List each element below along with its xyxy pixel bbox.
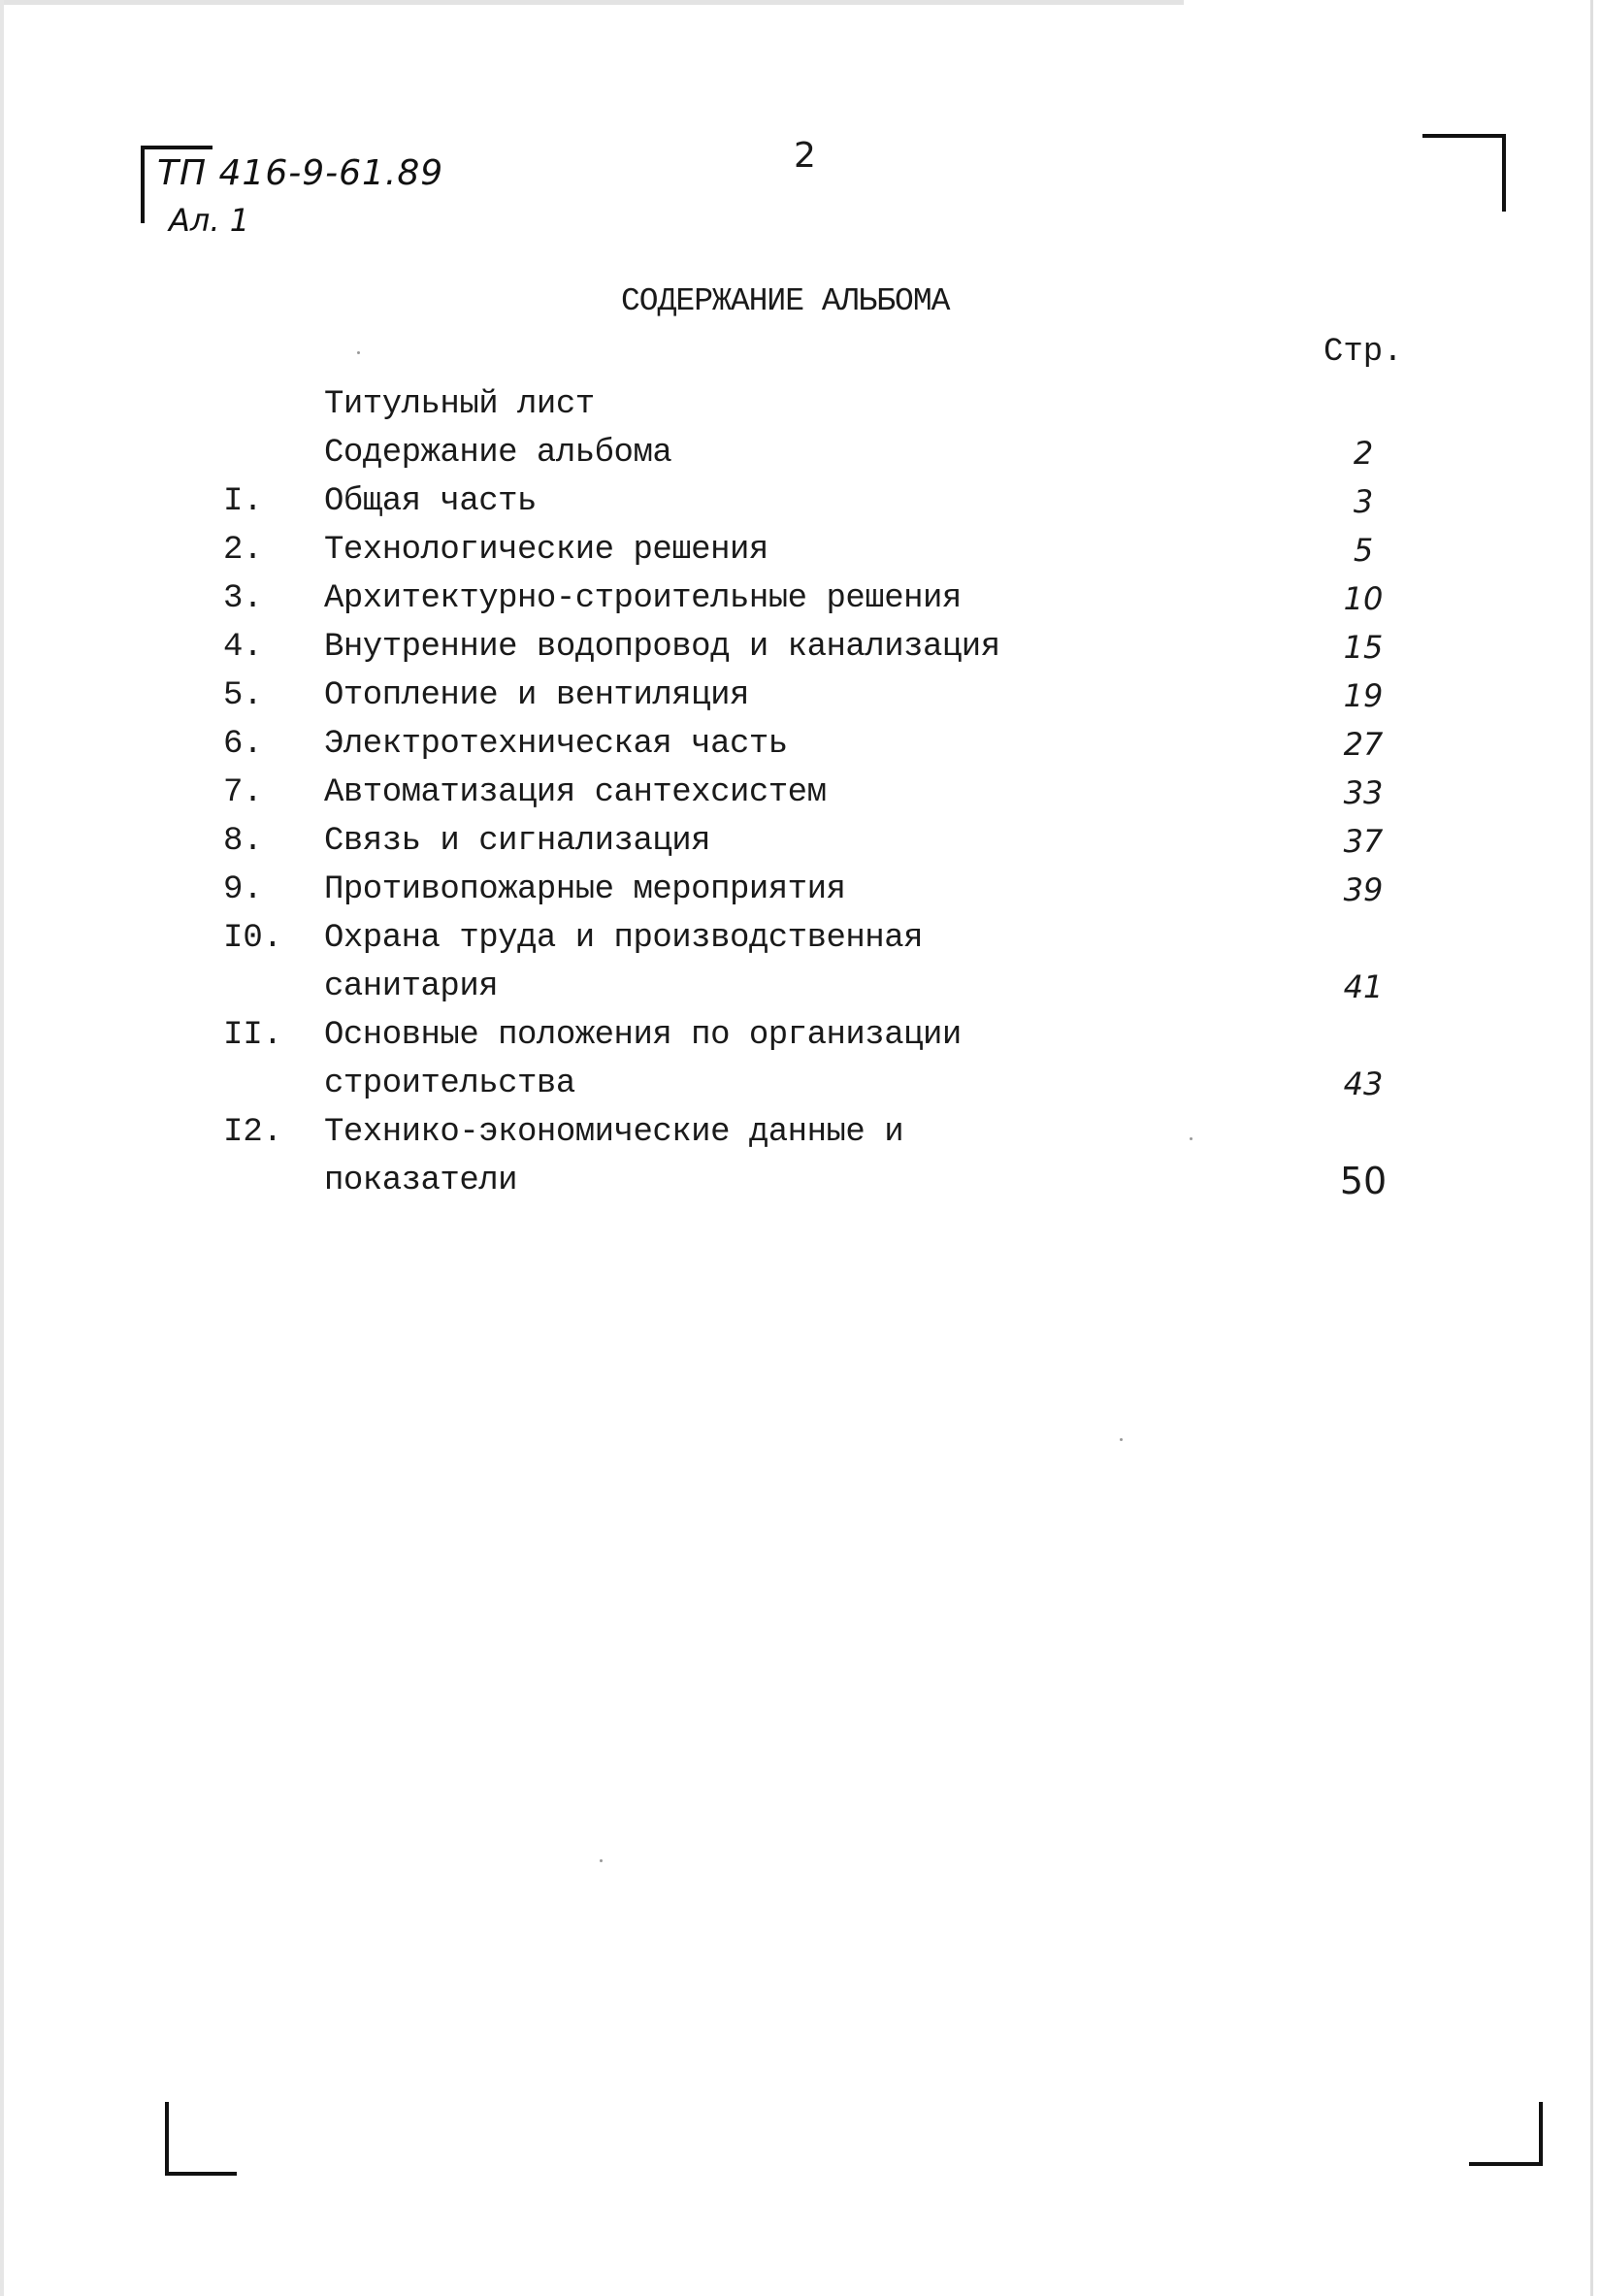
toc-item-label: Противопожарные мероприятия: [324, 871, 846, 908]
toc-item-page: 50: [1339, 1160, 1388, 1202]
page-number: 2: [794, 136, 816, 176]
toc-item-label: Архитектурно-строительные решения: [324, 580, 962, 617]
corner-mark-bottom-right: [1469, 2102, 1543, 2166]
toc-item-number: 3.: [223, 580, 263, 617]
toc-item-number: 9.: [223, 871, 263, 908]
toc-item-number: 4.: [223, 629, 263, 666]
toc-row: [0, 380, 1601, 429]
toc-item-label: Основные положения по организации строительства: [324, 1017, 962, 1102]
toc-item-number: 6.: [223, 726, 263, 763]
table-of-contents: [0, 380, 1601, 1205]
toc-item-number: II.: [223, 1017, 283, 1054]
scan-speck: [357, 351, 360, 354]
toc-item-label: Технико-экономические данные и показатели: [324, 1114, 904, 1199]
toc-item-number: 5.: [223, 677, 263, 714]
toc-item-label: Технологические решения: [324, 532, 768, 569]
toc-item-number: 8.: [223, 823, 263, 860]
toc-item-number: I0.: [223, 920, 283, 957]
toc-row: [0, 429, 1601, 477]
toc-item-page: 2: [1353, 435, 1374, 472]
toc-item-label: Титульный лист: [324, 386, 595, 423]
toc-item-page: 3: [1353, 483, 1374, 520]
toc-item-number: 2.: [223, 532, 263, 569]
toc-row: [0, 914, 1601, 1011]
document-code: ТП 416-9-61.89: [157, 153, 444, 193]
toc-row: [0, 1108, 1601, 1205]
toc-item-label: Автоматизация сантехсистем: [324, 774, 827, 811]
toc-row: [0, 574, 1601, 623]
toc-row: [0, 1011, 1601, 1108]
album-number: Ал. 1: [169, 202, 250, 239]
toc-item-label: Отопление и вентиляция: [324, 677, 749, 714]
toc-row: [0, 720, 1601, 769]
corner-mark-top-right: [1422, 134, 1506, 212]
scan-speck: [600, 1859, 603, 1862]
corner-mark-bottom-left: [165, 2102, 237, 2176]
toc-row: [0, 672, 1601, 720]
toc-item-label: Содержание альбома: [324, 435, 672, 472]
toc-item-page: 37: [1343, 823, 1384, 860]
toc-row: [0, 769, 1601, 817]
scan-speck: [1120, 1438, 1123, 1441]
toc-item-label: Охрана труда и производственная санитария: [324, 920, 924, 1005]
toc-item-page: 41: [1343, 968, 1384, 1005]
toc-row: [0, 477, 1601, 526]
page-column-header: Стр.: [1323, 334, 1403, 371]
toc-item-page: 10: [1343, 580, 1384, 617]
toc-row: [0, 866, 1601, 914]
toc-item-label: Электротехническая часть: [324, 726, 788, 763]
toc-item-page: 43: [1343, 1066, 1384, 1102]
toc-item-page: 5: [1353, 532, 1374, 569]
toc-item-page: 15: [1343, 629, 1384, 666]
toc-title: СОДЕРЖАНИЕ АЛЬБОМА: [621, 283, 950, 319]
toc-item-number: 7.: [223, 774, 263, 811]
toc-item-number: I2.: [223, 1114, 283, 1151]
scan-edge-top: [0, 0, 1184, 5]
scan-speck: [1190, 1137, 1193, 1140]
toc-item-label: Внутренние водопровод и канализация: [324, 629, 1000, 666]
toc-item-page: 33: [1343, 774, 1384, 811]
toc-item-page: 19: [1343, 677, 1384, 714]
toc-item-page: 39: [1343, 871, 1384, 908]
toc-item-number: I.: [223, 483, 263, 520]
toc-row: [0, 526, 1601, 574]
toc-row: [0, 817, 1601, 866]
toc-item-label: Связь и сигнализация: [324, 823, 711, 860]
toc-item-page: 27: [1343, 726, 1384, 763]
toc-row: [0, 623, 1601, 672]
toc-item-label: Общая часть: [324, 483, 537, 520]
